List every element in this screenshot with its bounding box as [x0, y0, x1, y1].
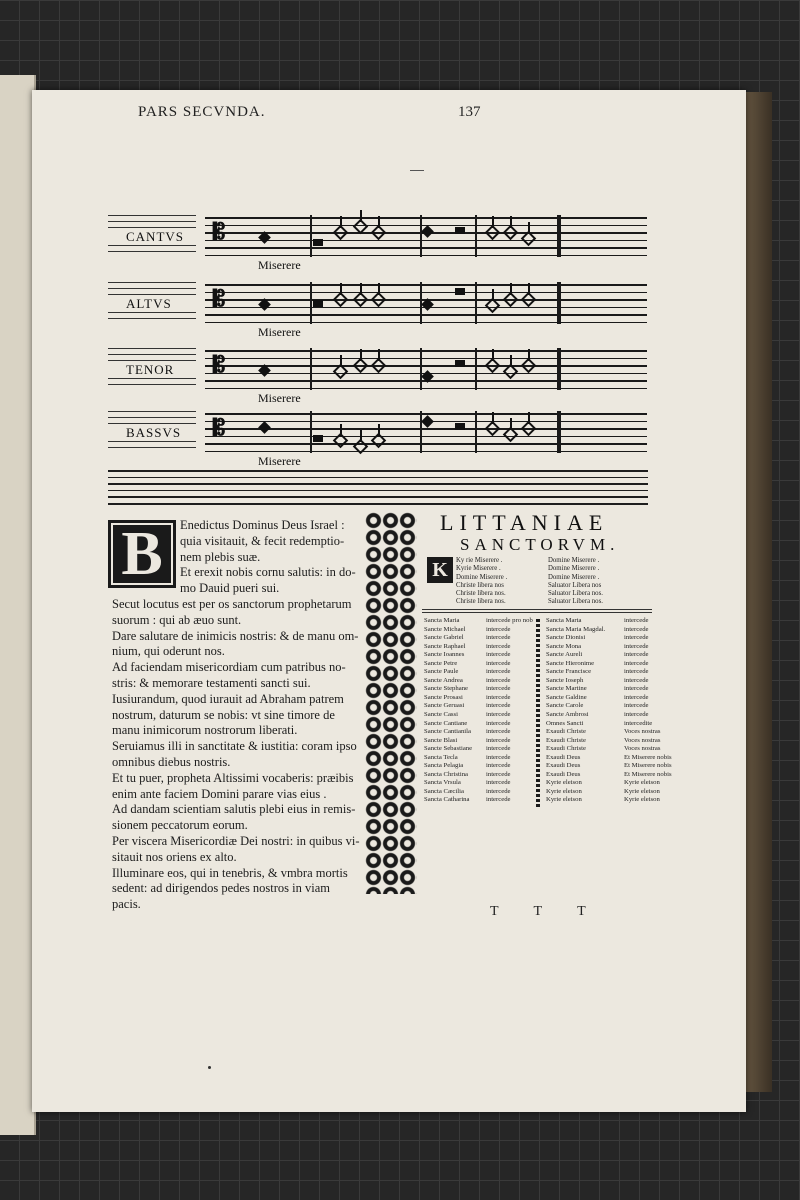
response: intercede	[486, 753, 511, 761]
litany-row	[546, 617, 660, 626]
saint-name: Kyrie eleison	[546, 796, 582, 804]
litany-row	[424, 728, 536, 737]
saint-name: Sancte Geruasi	[424, 702, 465, 710]
canticle-line: nostrum, daturum se nobis: vt sine timore de	[112, 707, 335, 722]
barline	[475, 215, 477, 257]
litany-row	[546, 737, 660, 746]
canticle-line: Enedictus Dominus Deus Israel :	[180, 518, 345, 532]
litany-row	[424, 788, 536, 797]
litany-row	[546, 643, 660, 652]
note	[455, 288, 465, 295]
saint-name: Sancte Gabriel	[424, 634, 464, 642]
response: intercede	[624, 668, 649, 676]
note-stem	[492, 216, 494, 228]
response: Voces nostras	[624, 728, 661, 736]
label-rule	[108, 251, 196, 252]
column-divider	[536, 617, 540, 807]
litany-intro-line: Kyrie Miserere .	[456, 565, 501, 573]
litany-row	[546, 685, 660, 694]
response: intercede	[624, 685, 649, 693]
empty-staff	[108, 470, 648, 512]
label-rule	[108, 245, 196, 246]
note-stem	[360, 349, 362, 361]
saint-name: Sancte Andrea	[424, 676, 463, 684]
response: intercede	[486, 770, 511, 778]
response: intercede	[486, 719, 511, 727]
note	[455, 423, 465, 430]
response: intercede	[486, 762, 511, 770]
staff-line	[108, 470, 648, 472]
response: Voces nostras	[624, 736, 661, 744]
response: intercede	[624, 625, 649, 633]
staff-line	[108, 477, 648, 479]
canticle-line: sedent: ad dirigendos pedes nostros in viam	[112, 881, 331, 896]
litany-row	[424, 745, 536, 754]
litany-row	[424, 694, 536, 703]
canticle-line: omnibus diebus nostris.	[112, 754, 231, 769]
litany-intro-line: Ky rie Miserere .	[456, 557, 503, 564]
saint-name: Sancte Raphael	[424, 642, 466, 650]
lyric-altvs: Miserere	[258, 325, 301, 339]
litany-row	[424, 643, 536, 652]
saint-name: Sancta Cæcilia	[424, 787, 464, 795]
canticle-text	[112, 518, 362, 913]
response: intercede	[486, 779, 511, 787]
response: intercede	[486, 634, 511, 642]
litany-row	[424, 779, 536, 788]
note-stem	[492, 412, 494, 424]
voice-label-cantvs: CANTVS	[126, 229, 185, 244]
litany-initial: K	[427, 557, 453, 583]
saint-name: Sancte Sebastiane	[424, 745, 473, 753]
litany-row	[546, 720, 660, 729]
canticle-line: suorum : qui ab æuo sunt.	[112, 612, 242, 627]
note	[313, 239, 323, 246]
response: Et Miserere nobis	[624, 762, 672, 770]
saint-name: Sancte Petre	[424, 659, 458, 667]
litany-row	[424, 651, 536, 660]
saint-name: Exaudi Christe	[546, 745, 586, 753]
litany-intro-line: Christe libera nos	[456, 581, 504, 589]
note-stem	[378, 216, 380, 228]
litany-column-2	[546, 617, 672, 805]
note-stem	[510, 216, 512, 228]
response: intercede	[486, 668, 511, 676]
saint-name: Sancta Maria Magdal.	[546, 625, 606, 633]
saint-name: Kyrie eleison	[546, 779, 582, 787]
litany-row	[424, 626, 536, 635]
staff-line	[205, 350, 647, 352]
response: intercede	[486, 651, 511, 659]
saint-name: Sancte Dionisi	[546, 634, 586, 642]
canticle-line: Ad faciendam misericordiam cum patribus no-	[112, 660, 346, 675]
signature-mark: T T T	[490, 904, 602, 919]
barline	[475, 348, 477, 390]
barline	[475, 282, 477, 324]
litany-rule	[422, 609, 652, 610]
saint-name: Sancte Cantiane	[424, 719, 468, 727]
response: Kyrie eleison	[624, 796, 660, 804]
staff-altvs	[205, 282, 647, 324]
response: intercede	[486, 642, 511, 650]
staff-line	[205, 217, 647, 219]
barline	[420, 215, 422, 257]
litany-row	[546, 728, 660, 737]
canticle-line: Dare salutare de inimicis nostris: & de manu om-	[112, 628, 359, 643]
canticle-line: quia visitauit, & fecit redemptio-	[180, 533, 345, 548]
staff-line	[205, 451, 647, 453]
saint-name: Sancte Michael	[424, 625, 466, 633]
response: intercede	[486, 702, 511, 710]
saint-name: Exaudi Christe	[546, 728, 586, 736]
voice-label-altvs: ALTVS	[126, 296, 172, 311]
final-barline	[557, 282, 561, 324]
response: intercede	[486, 728, 511, 736]
note-stem	[528, 222, 530, 234]
canticle-line: enim ante faciem Domini parare vias eius .	[112, 786, 327, 801]
litany-row	[424, 685, 536, 694]
response: Kyrie eleison	[624, 779, 660, 787]
label-rule	[108, 227, 196, 228]
litany-row	[546, 694, 660, 703]
note-stem	[528, 283, 530, 295]
response: intercede	[486, 787, 511, 795]
response: intercede	[624, 642, 649, 650]
response: intercede	[624, 659, 649, 667]
litany-row	[424, 720, 536, 729]
canticle-line: nem plebis suæ.	[180, 549, 261, 564]
litany-row	[424, 737, 536, 746]
label-rule	[108, 447, 196, 448]
clef-sign: 𝄡	[213, 415, 226, 440]
staff-line	[205, 255, 647, 257]
litany-row	[546, 677, 660, 686]
label-rule	[108, 417, 196, 418]
litany-row	[546, 634, 660, 643]
saint-name: Sancta Marta	[546, 617, 582, 624]
response: intercede pro nob	[486, 617, 533, 624]
note-stem	[360, 283, 362, 295]
litany-row	[546, 745, 660, 754]
litany-row	[546, 762, 672, 771]
response: intercede	[624, 676, 649, 684]
response: intercede	[486, 685, 511, 693]
saint-name: Sancta Christina	[424, 770, 469, 778]
saint-name: Sancta Pelagia	[424, 762, 464, 770]
canticle-line: sionem peccatorum eorum.	[112, 818, 248, 833]
saint-name: Exaudi Deus	[546, 762, 581, 770]
top-dash	[410, 170, 424, 171]
staff-line	[205, 240, 647, 242]
saint-name: Sancte Mona	[546, 642, 582, 650]
saint-name: Sancta Vrsula	[424, 779, 461, 787]
note	[258, 421, 271, 434]
litany-row	[424, 702, 536, 711]
litany-intro-line: Saluator Libera nos.	[548, 598, 603, 606]
response: intercede	[486, 736, 511, 744]
litany-intro-right	[548, 557, 603, 607]
note-stem	[492, 289, 494, 301]
litany-row	[424, 711, 536, 720]
note-stem	[360, 210, 362, 222]
saint-name: Sancte Ioannes	[424, 651, 465, 659]
ornamental-border	[365, 512, 417, 894]
response: intercede	[486, 659, 511, 667]
saint-name: Sancta Catharina	[424, 796, 470, 804]
response: Et Miserere nobis	[624, 770, 672, 778]
canticle-line: Ad dandam scientiam salutis plebi eius in remis-	[112, 802, 356, 817]
canticle-line: Illuminare eos, qui in tenebris, & vmbra mortis	[112, 865, 348, 880]
voice-label-bassvs: BASSVS	[126, 425, 182, 440]
response: intercede	[486, 676, 511, 684]
saint-name: Sancte Ambrosi	[546, 711, 589, 719]
folio-number: 137	[458, 104, 481, 120]
saint-name: Sancte Aureli	[546, 651, 583, 659]
saint-name: Kyrie eleison	[546, 787, 582, 795]
litany-row	[546, 753, 672, 763]
note-stem	[378, 283, 380, 295]
response: intercede	[624, 711, 649, 719]
final-barline	[557, 411, 561, 453]
note-stem	[510, 418, 512, 430]
canticle-line: Iusiurandum, quod iurauit ad Abraham patrem	[112, 691, 344, 706]
saint-name: Sancte Martine	[546, 685, 587, 693]
litany-intro-line: Saluator Libera nos	[548, 581, 602, 589]
label-rule	[108, 378, 196, 379]
label-rule	[108, 348, 196, 349]
canticle-line: Secut locutus est per os sanctorum prophetarum	[112, 596, 352, 611]
canticle-line: pacis.	[112, 897, 141, 912]
note-stem	[340, 216, 342, 228]
litany-intro-line: Christe libera nos.	[456, 598, 506, 606]
staff-tenor	[205, 348, 647, 390]
litany-column-1	[424, 617, 536, 805]
staff-line	[205, 358, 647, 360]
saint-name: Sancte Cantianila	[424, 728, 471, 736]
response: intercede	[486, 796, 511, 804]
label-rule	[108, 312, 196, 313]
label-rule	[108, 441, 196, 442]
label-rule	[108, 282, 196, 283]
litany-row	[424, 796, 536, 805]
response: intercede	[486, 745, 511, 753]
staff-line	[205, 443, 647, 445]
book-spine	[742, 92, 772, 1092]
staff-line	[205, 322, 647, 324]
note-stem	[360, 430, 362, 442]
barline	[420, 348, 422, 390]
saint-name: Sancte Hieronime	[546, 659, 595, 667]
staff-bassvs	[205, 411, 647, 453]
clef-sign: 𝄡	[213, 286, 226, 311]
staff-line	[205, 365, 647, 367]
canticle-line: stris: & memorare testamenti sancti sui.	[112, 675, 311, 690]
saint-name: Sancte Carole	[546, 702, 584, 710]
staff-line	[205, 284, 647, 286]
label-rule	[108, 221, 196, 222]
response: intercede	[624, 693, 649, 701]
litany-subtitle: SANCTORVM.	[460, 535, 620, 554]
litany-intro-line: Domine Miserere .	[548, 557, 600, 564]
facing-page-edge	[0, 75, 36, 1135]
note-stem	[528, 349, 530, 361]
note-stem	[528, 412, 530, 424]
saint-name: Sancte Cassi	[424, 711, 458, 719]
label-rule	[108, 384, 196, 385]
saint-name: Sancte Stephane	[424, 685, 469, 693]
saint-name: Omnes Sancti	[546, 719, 584, 727]
label-rule	[108, 354, 196, 355]
note	[455, 227, 465, 234]
clef-sign: 𝄡	[213, 352, 226, 377]
note	[313, 435, 323, 442]
response: Voces nostras	[624, 745, 661, 753]
staff-line	[205, 292, 647, 294]
staff-line	[205, 388, 647, 390]
saint-name: Sancta Tecla	[424, 753, 458, 761]
label-rule	[108, 423, 196, 424]
canticle-line: Seruiamus illi in sanctitate & iustitia: coram ipso	[112, 739, 357, 754]
litany-row	[546, 660, 660, 669]
label-rule	[108, 215, 196, 216]
label-rule	[108, 411, 196, 412]
running-title: PARS SECVNDA.	[138, 104, 266, 120]
response: intercede	[486, 711, 511, 719]
saint-name: Sancta Maria	[424, 617, 460, 624]
note-stem	[510, 283, 512, 295]
barline	[310, 348, 312, 390]
canticle-line: sitauit nos oriens ex alto.	[112, 849, 237, 864]
barline	[475, 411, 477, 453]
note-stem	[510, 355, 512, 367]
note	[455, 360, 465, 367]
litany-intro-line: Domine Miserere .	[456, 573, 508, 581]
final-barline	[557, 348, 561, 390]
note-stem	[340, 283, 342, 295]
litany-row	[546, 702, 660, 711]
response: intercede	[486, 693, 511, 701]
lyric-bassvs: Miserere	[258, 454, 301, 468]
label-rule	[108, 360, 196, 361]
litany-row	[424, 677, 536, 686]
saint-name: Exaudi Christe	[546, 736, 586, 744]
saint-name: Sancte Francisce	[546, 668, 592, 676]
canticle-line: Et tu puer, propheta Altissimi vocaberis: præibis	[112, 770, 354, 785]
litany-row	[546, 711, 660, 720]
response: intercede	[624, 651, 649, 659]
staff-line	[205, 314, 647, 316]
clef-sign: 𝄡	[213, 219, 226, 244]
litany-intro-line: Domine Miserere .	[548, 565, 600, 573]
litany-intro-line: Domine Miserere .	[548, 573, 600, 581]
label-rule	[108, 288, 196, 289]
response: Et Miserere nobis	[624, 753, 672, 761]
response: intercede	[624, 702, 649, 710]
response: intercede	[486, 625, 511, 633]
note-stem	[340, 424, 342, 436]
litany-row	[546, 770, 672, 780]
note-stem	[378, 349, 380, 361]
canticle-line: Et erexit nobis cornu salutis: in do-	[180, 565, 356, 580]
voice-label-tenor: TENOR	[126, 362, 175, 377]
canticle-initial: B	[108, 520, 176, 588]
note-stem	[492, 349, 494, 361]
litany-intro-line: Christe libera nos.	[456, 590, 506, 598]
litany-intro-line: Saluator Libera nos.	[548, 590, 603, 598]
lyric-tenor: Miserere	[258, 391, 301, 405]
saint-name: Exaudi Deus	[546, 770, 581, 778]
staff-cantvs	[205, 215, 647, 257]
litany-intro-left	[456, 557, 507, 607]
final-barline	[557, 215, 561, 257]
litany-rule-2	[422, 612, 652, 613]
litany-row	[546, 651, 660, 660]
barline	[420, 411, 422, 453]
saint-name: Sancte Paule	[424, 668, 459, 676]
note	[313, 300, 323, 307]
saint-name: Sancte Blasi	[424, 736, 458, 744]
barline	[310, 411, 312, 453]
litany-row	[424, 754, 536, 763]
litany-row	[546, 779, 660, 788]
note	[421, 225, 434, 238]
staff-line	[205, 413, 647, 415]
litany-row	[424, 771, 536, 780]
barline	[310, 282, 312, 324]
litany-row	[424, 762, 536, 771]
litany-row	[546, 668, 660, 677]
staff-line	[108, 490, 648, 492]
staff-line	[205, 436, 647, 438]
canticle-line: nium, qui oderunt nos.	[112, 644, 225, 659]
label-rule	[108, 318, 196, 319]
staff-line	[108, 503, 648, 505]
litany-title: LITTANIAE	[440, 510, 609, 535]
saint-name: Sancte Ioseph	[546, 676, 584, 684]
litany-row	[546, 796, 660, 805]
staff-line	[205, 428, 647, 430]
response: intercedite	[624, 719, 653, 727]
paper-speck	[208, 1066, 211, 1069]
note-stem	[340, 355, 342, 367]
response: intercede	[624, 634, 649, 642]
litany-row	[546, 626, 660, 635]
note	[421, 415, 434, 428]
staff-line	[108, 496, 648, 498]
saint-name: Sancte Prosasi	[424, 693, 463, 701]
note-stem	[378, 424, 380, 436]
canticle-line: mo Dauid pueri sui.	[180, 581, 280, 596]
response: Kyrie eleison	[624, 787, 660, 795]
saint-name: Sancte Galdine	[546, 693, 587, 701]
canticle-line: manu inimicorum nostrorum liberati.	[112, 723, 298, 738]
label-rule	[108, 294, 196, 295]
response: intercede	[624, 617, 649, 624]
litany-row	[424, 634, 536, 643]
staff-line	[205, 247, 647, 249]
litany-row	[424, 660, 536, 669]
staff-line	[108, 483, 648, 485]
lyric-cantvs: Miserere	[258, 258, 301, 272]
barline	[310, 215, 312, 257]
litany-row	[424, 617, 536, 626]
litany-row	[424, 668, 536, 677]
saint-name: Exaudi Deus	[546, 753, 581, 761]
canticle-line: Per viscera Misericordiæ Dei nostri: in quibus vi-	[112, 833, 360, 848]
litany-row	[546, 788, 660, 797]
